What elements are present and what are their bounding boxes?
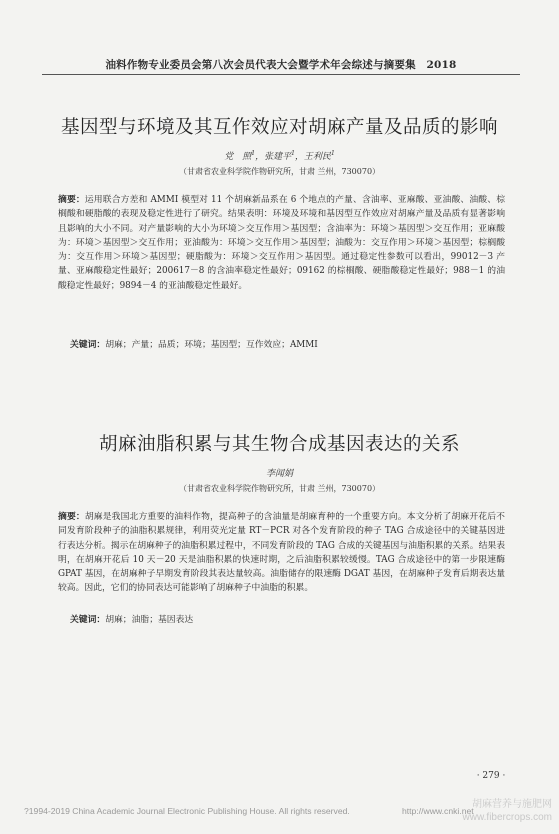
article-1-affiliation: （甘肃省农业科学院作物研究所，甘肃 兰州，730070） bbox=[178, 167, 381, 176]
article-2-affiliation: （甘肃省农业科学院作物研究所，甘肃 兰州，730070） bbox=[178, 484, 381, 493]
article-2-authors: 李闻娟 bbox=[265, 469, 293, 479]
article-1-authors bbox=[40, 149, 519, 162]
copyright-text: ?1994-2019 China Academic Journal Electronic Publishing House. All rights reserved. bbox=[24, 806, 350, 816]
keywords-label: 关键词： bbox=[70, 615, 106, 625]
keywords-text: 胡麻；油脂；基因表达 bbox=[105, 615, 194, 625]
keywords-label: 关键词： bbox=[70, 340, 106, 350]
article-1-title: 基因型与环境及其互作效应对胡麻产量及品质的影响 bbox=[60, 117, 498, 138]
author-2: ，张建平 bbox=[255, 152, 292, 162]
watermark-line-2: www.fibercrops.com bbox=[462, 812, 552, 823]
footer-url[interactable]: http://www.cnki.net bbox=[402, 806, 474, 816]
article-2-keywords bbox=[70, 612, 510, 625]
watermark-line-1: 胡麻营养与施肥网 bbox=[472, 799, 552, 810]
article-2-abstract bbox=[58, 510, 505, 596]
author-1-affil-mark: 1 bbox=[251, 150, 256, 157]
abstract-text: 胡麻是我国北方重要的油料作物，提高种子的含油量是胡麻育种的一个重要方向。本文分析了胡麻开花后不同发育阶段种子的油脂积累规律，利用荧光定量 RT－PCR 对各个发育阶段的种子 TAG 合成途径中的关键基因进行表达分析。揭示在胡麻种子的油脂积累过程中，不同发育阶段的 TAG 合成的关键基因与油脂积累的关系。结果表明，在胡麻开花后 10 天－20 天是油脂积累的快速时期，之后油脂积累较缓慢。TAG 合成途径中的第一步限速酶 GPAT 基因，在胡麻种子早期发育阶段其表达量较高。油脂储存的限速酶 DGAT 基因，在胡麻种子发育后期表达量较高。因此，它们的协同表达可能影响了胡麻种子中油脂的积累。 bbox=[58, 512, 505, 594]
header-rule bbox=[42, 74, 520, 75]
author-3-affil-mark: 1 bbox=[330, 150, 335, 157]
author-3: ，王利民 bbox=[294, 152, 331, 162]
article-1-abstract bbox=[58, 193, 505, 293]
article-2-title: 胡麻油脂积累与其生物合成基因表达的关系 bbox=[98, 434, 460, 455]
page-number: · 279 · bbox=[476, 771, 506, 781]
article-1-keywords bbox=[70, 337, 510, 350]
abstract-label: 摘要： bbox=[58, 512, 85, 522]
site-watermark bbox=[440, 798, 552, 824]
author-1: 党 照 bbox=[224, 152, 252, 162]
running-header: 油料作物专业委员会第八次会员代表大会暨学术年会综述与摘要集 2018 bbox=[105, 59, 457, 71]
author-2-affil-mark: 1 bbox=[291, 150, 295, 157]
abstract-label: 摘要： bbox=[58, 195, 85, 205]
abstract-text: 运用联合方差和 AMMI 模型对 11 个胡麻新品系在 6 个地点的产量、含油率、亚麻酸、亚油酸、油酸、棕榈酸和硬脂酸的表现及稳定性进行了研究。结果表明：环境及环境和基因型互作效应对胡麻产量及品质有显著影响且影响的大小不同。对产量影响的大小为环境＞交互作用＞基因型；含油率为：环境＞基因型＞交互作用；亚麻酸为：环境＞基因型＞交互作用；亚油酸为：环境＞交互作用＞基因型；油酸为：交互作用＞环境＞基因型；棕榈酸为：交互作用＞环境＞基因型；硬脂酸为：环境＞交互作用＞基因型。通过稳定性参数可以看出，99012－3 产量、亚麻酸稳定性最好；200617－8 的含油率稳定性最好；09162 的棕榈酸、硬脂酸稳定性最好；988－1 的油酸稳定性最好；9894－4 的亚油酸稳定性最好。 bbox=[58, 195, 505, 291]
keywords-text: 胡麻；产量；品质；环境；基因型；互作效应；AMMI bbox=[105, 340, 318, 350]
